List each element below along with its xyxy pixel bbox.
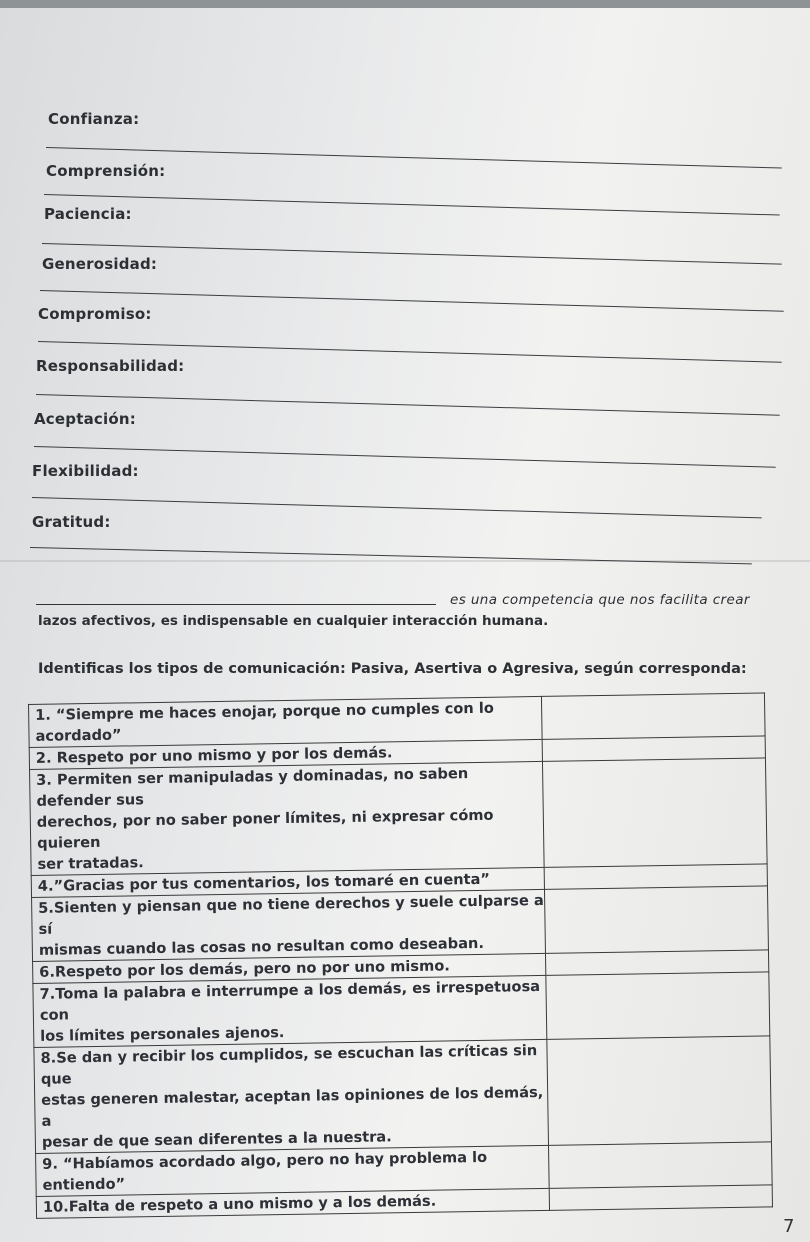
statement-line: 8.Se dan y recibir los cumplidos, se escuchan las críticas sin que <box>40 1042 538 1088</box>
term-comprension: Comprensión: <box>46 162 166 180</box>
statement-line: estas generen malestar, aceptan las opiniones de los demás, a <box>41 1083 544 1130</box>
statement-line: 7.Toma la palabra e interrumpe a los demás, es irrespetuosa con <box>39 977 541 1024</box>
answer-line-aceptacion[interactable] <box>34 446 776 468</box>
statement-line: 1. “Siempre me haces enojar, porque no cumples con lo acordado” <box>35 699 494 745</box>
answer-cell[interactable] <box>549 1185 772 1211</box>
answer-line-comprension[interactable] <box>44 194 780 216</box>
answer-cell[interactable] <box>548 1142 772 1188</box>
statement-line: 6.Respeto por los demás, pero no por uno mismo. <box>39 957 450 981</box>
statement-cell <box>32 889 546 961</box>
statement-line: los límites personales ajenos. <box>40 1024 285 1045</box>
fill-blank-line[interactable] <box>36 604 436 605</box>
table-row <box>30 758 768 876</box>
answer-line-gratitud[interactable] <box>30 547 752 564</box>
table-row <box>34 1036 772 1154</box>
term-paciencia: Paciencia: <box>44 205 132 223</box>
answer-line-responsabilidad[interactable] <box>36 394 780 416</box>
term-gratitud: Gratitud: <box>32 513 111 531</box>
table-row <box>32 886 769 962</box>
answer-cell[interactable] <box>542 758 767 867</box>
statement-line: pesar de que sean diferentes a la nuestra. <box>41 1128 392 1151</box>
statement-line: 10.Falta de respeto a uno mismo y a los demás. <box>42 1192 437 1216</box>
statement-line: 9. “Habíamos acordado algo, pero no hay problema lo entiendo” <box>42 1148 488 1194</box>
statement-line: mismas cuando las cosas no resultan como deseaban. <box>38 934 485 959</box>
statement-line: ser tratadas. <box>37 854 144 873</box>
statement-cell <box>34 1039 549 1153</box>
statement-line: derechos, por no saber poner límites, ni expresar cómo quieren <box>36 806 494 852</box>
answer-cell[interactable] <box>544 886 768 953</box>
fill-blank-text: es una competencia que nos facilita crear <box>450 592 750 608</box>
communication-types-table <box>28 692 773 1219</box>
statement-cell <box>33 975 547 1047</box>
statement-line: 5.Sienten y piensan que no tiene derechos y suele culparse a sí <box>38 891 544 938</box>
values-section <box>0 0 810 600</box>
answer-line-flexibilidad[interactable] <box>32 497 762 518</box>
term-aceptacion: Aceptación: <box>34 410 136 428</box>
term-confianza: Confianza: <box>48 110 140 128</box>
statement-line: 4.”Gracias por tus comentarios, los tomaré en cuenta” <box>37 870 491 895</box>
page-number: 7 <box>783 1216 795 1237</box>
fill-blank-text-continued: lazos afectivos, es indispensable en cualquier interacción humana. <box>38 613 549 629</box>
term-compromiso: Compromiso: <box>38 305 152 323</box>
answer-cell[interactable] <box>541 693 765 739</box>
statement-line: 2. Respeto por uno mismo y por los demás. <box>35 744 393 767</box>
table-row <box>33 972 770 1048</box>
answer-cell[interactable] <box>547 1036 772 1145</box>
statement-cell <box>30 761 545 875</box>
table-instruction: Identificas los tipos de comunicación: Pasiva, Asertiva o Agresiva, según corresponda: <box>38 661 747 677</box>
answer-cell[interactable] <box>546 972 770 1039</box>
term-responsabilidad: Responsabilidad: <box>36 357 185 375</box>
term-flexibilidad: Flexibilidad: <box>32 462 139 480</box>
statement-line: 3. Permiten ser manipuladas y dominadas, no saben defender sus <box>36 765 469 810</box>
term-generosidad: Generosidad: <box>42 255 158 273</box>
